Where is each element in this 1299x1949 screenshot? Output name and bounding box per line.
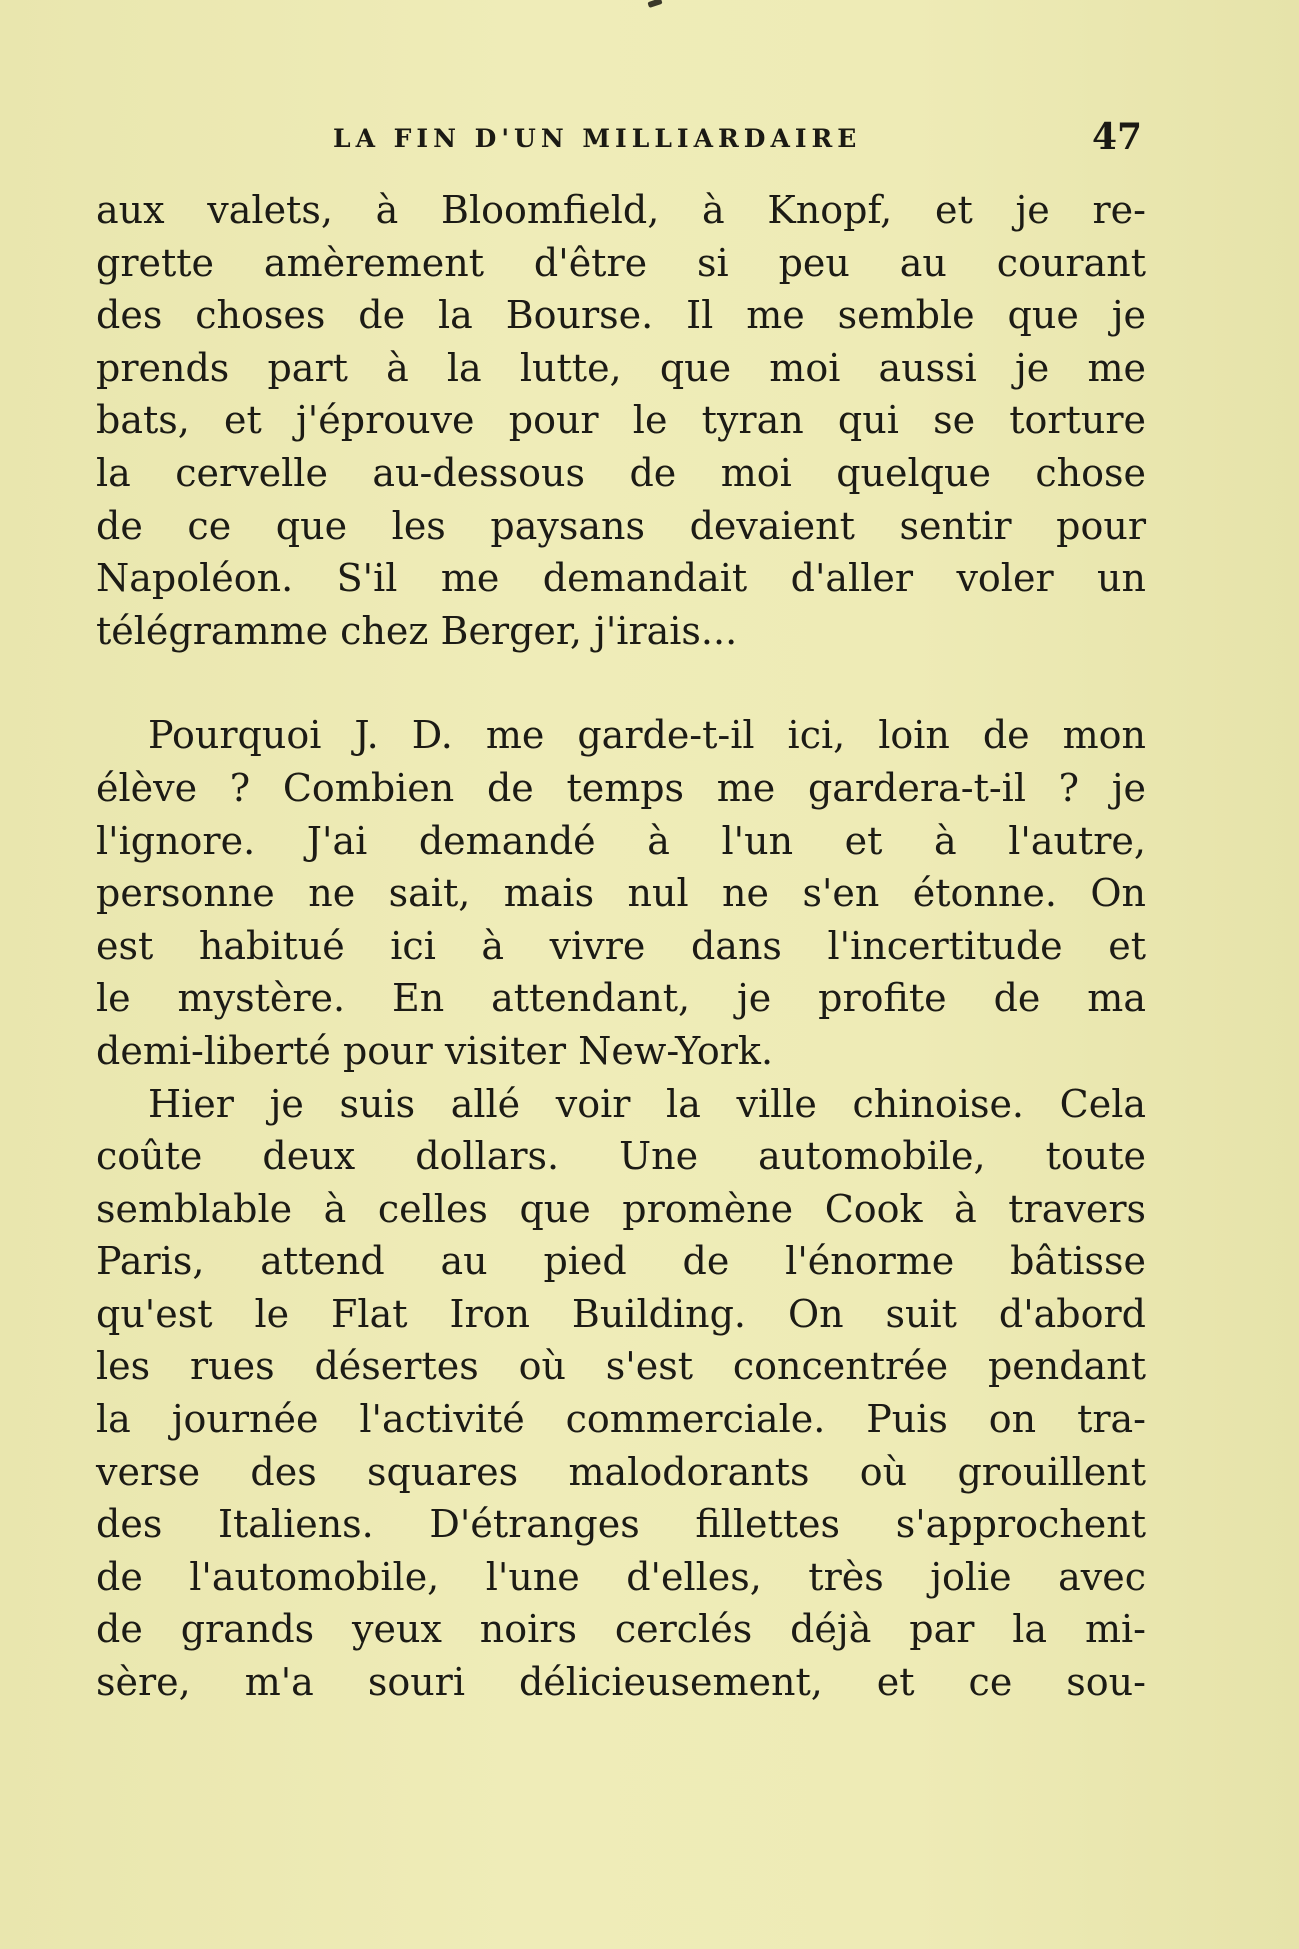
text-line: l'ignore. J'ai demandé à l'un et à l'autre, xyxy=(96,818,1146,863)
text-line: sère, m'a souri délicieusement, et ce sou- xyxy=(96,1660,1146,1705)
text-line: de grands yeux noirs cerclés déjà par la mi- xyxy=(96,1607,1146,1652)
text-line: aux valets, à Bloomfield, à Knopf, et je re- xyxy=(96,188,1146,232)
text-line: de l'automobile, l'une d'elles, très jolie avec xyxy=(96,1554,1146,1599)
text-line: les rues désertes où s'est concentrée pendant xyxy=(96,1344,1146,1389)
text-line: télégramme chez Berger, j'irais... xyxy=(96,608,738,653)
text-line: des choses de la Bourse. Il me semble que je xyxy=(96,293,1146,338)
paragraph xyxy=(96,1078,1146,1709)
text-line: semblable à celles que promène Cook à travers xyxy=(96,1186,1146,1231)
text-line: grette amèrement d'être si peu au courant xyxy=(96,240,1146,285)
text-line: la cervelle au-dessous de moi quelque chose xyxy=(96,450,1146,495)
paragraph xyxy=(96,184,1146,657)
section-break xyxy=(96,657,1146,709)
text-line: Paris, attend au pied de l'énorme bâtisse xyxy=(96,1239,1146,1284)
page-number: 47 xyxy=(1092,116,1143,158)
running-title: LA FIN D'UN MILLIARDAIRE xyxy=(333,124,862,153)
text-line: le mystère. En attendant, je profite de ma xyxy=(96,976,1146,1021)
text-line: verse des squares malodorants où grouillent xyxy=(96,1449,1146,1494)
text-line: personne ne sait, mais nul ne s'en étonne. On xyxy=(96,871,1146,916)
text-line: coûte deux dollars. Une automobile, toute xyxy=(96,1134,1146,1179)
paragraph xyxy=(96,709,1146,1077)
text-line: des Italiens. D'étranges fillettes s'approchent xyxy=(96,1502,1146,1547)
body-text xyxy=(96,184,1146,1709)
text-line: de ce que les paysans devaient sentir pour xyxy=(96,503,1146,548)
text-line: prends part à la lutte, que moi aussi je me xyxy=(96,345,1146,390)
text-line: élève ? Combien de temps me gardera-t-il ? je xyxy=(96,765,1146,810)
page-header xyxy=(0,118,1299,158)
text-line: qu'est le Flat Iron Building. On suit d'abord xyxy=(96,1291,1146,1336)
text-line: demi-liberté pour visiter New-York. xyxy=(96,1028,774,1073)
ink-mark xyxy=(647,0,662,8)
text-line: Napoléon. S'il me demandait d'aller voler un xyxy=(96,556,1146,601)
text-line: Hier je suis allé voir la ville chinoise. Cela xyxy=(148,1081,1146,1126)
text-line: la journée l'activité commerciale. Puis on tra- xyxy=(96,1397,1146,1442)
text-line: Pourquoi J. D. me garde-t-il ici, loin de mon xyxy=(148,713,1146,758)
text-line: est habitué ici à vivre dans l'incertitude et xyxy=(96,923,1146,968)
text-line: bats, et j'éprouve pour le tyran qui se torture xyxy=(96,398,1146,443)
